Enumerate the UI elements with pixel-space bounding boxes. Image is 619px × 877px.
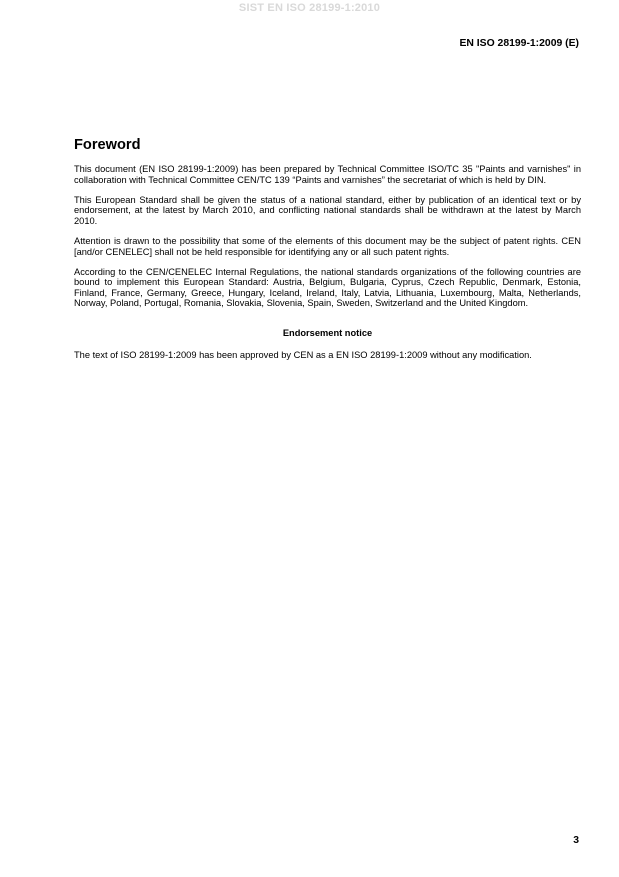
foreword-paragraph-1: This document (EN ISO 28199-1:2009) has been prepared by Technical Committee ISO/TC 35 "Paints and varnishes" in collaboration with Technical Committee CEN/TC 139 “Paints and varnishes” the secretariat of which is held by DIN. xyxy=(74,164,581,185)
page-number: 3 xyxy=(573,835,579,846)
foreword-paragraph-4: According to the CEN/CENELEC Internal Regulations, the national standards organizations of the following countries are bound to implement this European Standard: Austria, Belgium, Bulgaria, Cyprus, Czech Republic, Denmark, Estonia, Finland, France, Germany, Greece, Hungary, Iceland, Ireland, Italy, Latvia, Lithuania, Luxembourg, Malta, Netherlands, Norway, Poland, Portugal, Romania, Slovakia, Slovenia, Spain, Sweden, Switzerland and the United Kingdom. xyxy=(74,266,581,309)
endorsement-text: The text of ISO 28199-1:2009 has been approved by CEN as a EN ISO 28199-1:2009 without any modification. xyxy=(74,350,532,361)
foreword-section xyxy=(74,137,581,370)
watermark: SIST EN ISO 28199-1:2010 xyxy=(238,2,381,14)
foreword-paragraph-3: Attention is drawn to the possibility that some of the elements of this document may be the subject of patent rights. CEN [and/or CENELEC] shall not be held responsible for identifying any or all such patent rights. xyxy=(74,235,581,257)
foreword-paragraph-2: This European Standard shall be given the status of a national standard, either by publication of an identical text or by endorsement, at the latest by March 2010, and conflicting national standards shall be withdrawn at the latest by March 2010. xyxy=(74,194,581,226)
document-id: EN ISO 28199-1:2009 (E) xyxy=(459,38,579,49)
section-title: Foreword xyxy=(74,137,141,153)
endorsement-heading: Endorsement notice xyxy=(282,328,373,339)
